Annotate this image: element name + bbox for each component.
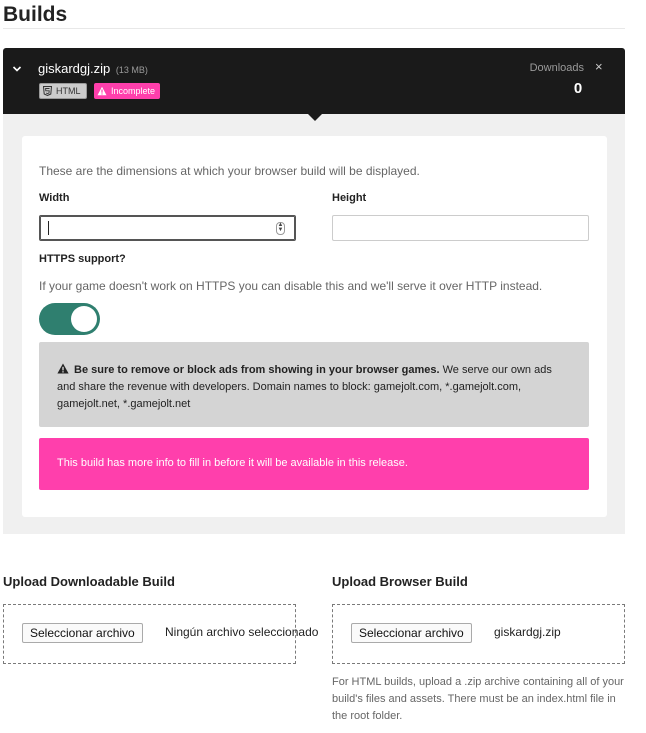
height-input[interactable] [332, 215, 589, 241]
number-spinner[interactable]: ▲ ▼ [277, 222, 284, 233]
incomplete-notice: This build has more info to fill in before it will be available in this release. [39, 438, 589, 490]
ads-warning-bold: Be sure to remove or block ads from showing in your browser games. [74, 364, 440, 376]
https-label: HTTPS support? [39, 253, 126, 265]
warning-icon [57, 363, 69, 374]
build-filename [38, 61, 148, 76]
dimensions-hint: These are the dimensions at which your browser build will be displayed. [39, 164, 420, 178]
html-tag [39, 83, 87, 99]
html-tag-label: HTML [56, 86, 81, 96]
downloadable-file-status: Ningún archivo seleccionado [165, 625, 319, 639]
https-hint: If your game doesn't work on HTTPS you can disable this and we'll serve it over HTTP instead. [39, 279, 543, 293]
upload-downloadable-title: Upload Downloadable Build [3, 574, 175, 589]
upload-browser-title: Upload Browser Build [332, 574, 468, 589]
height-label: Height [332, 192, 367, 204]
https-toggle[interactable] [39, 303, 100, 335]
browser-file-status: giskardgj.zip [494, 625, 561, 639]
toggle-knob [71, 306, 97, 332]
title-divider [3, 28, 625, 29]
incomplete-tag [94, 83, 160, 99]
header-notch [308, 114, 322, 121]
build-filesize: (13 MB) [115, 65, 148, 75]
html5-icon [43, 86, 52, 96]
ads-warning [39, 342, 589, 427]
incomplete-tag-label: Incomplete [111, 86, 156, 96]
downloads-count: 0 [573, 80, 583, 97]
page-title: Builds [3, 3, 68, 26]
downloadable-choose-file-button[interactable]: Seleccionar archivo [22, 623, 143, 643]
text-caret [48, 221, 49, 235]
warning-icon [97, 86, 107, 96]
ads-warning-text: We serve our own ads and share the revenue with developers. Domain names to block: gamejolt.com, *.gamejolt.com, gamejolt.net, *.gamejolt.net [57, 364, 552, 410]
build-filename-text: giskardgj.zip [38, 61, 111, 76]
browser-upload-hint: For HTML builds, upload a .zip archive containing all of your build's files and assets. There must be an index.html file in the root folder. [332, 676, 624, 722]
downloads-label: Downloads [529, 62, 584, 74]
browser-choose-file-button[interactable]: Seleccionar archivo [351, 623, 472, 643]
chevron-down-icon[interactable] [12, 64, 22, 74]
close-icon[interactable]: × [595, 59, 603, 74]
width-label: Width [39, 192, 70, 204]
width-input[interactable] [39, 215, 296, 241]
build-header[interactable] [3, 48, 625, 114]
